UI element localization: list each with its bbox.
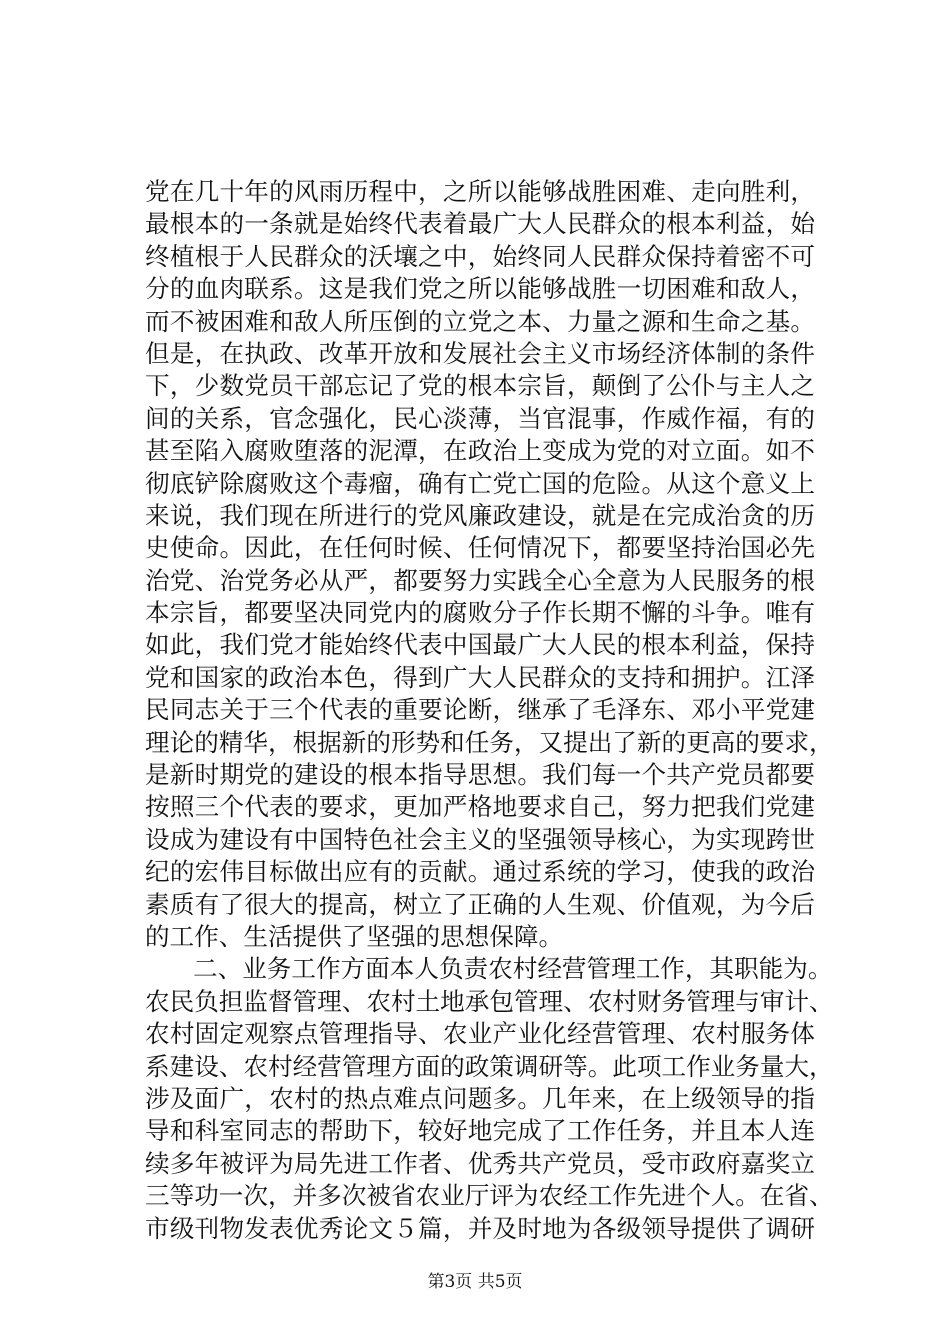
text-line: 最根本的一条就是始终代表着最广大人民群众的根本利益，始 — [145, 209, 815, 239]
text-line: 系建设、农村经营管理方面的政策调研等。此项工作业务量大， — [145, 1051, 834, 1081]
text-line: 治党、治党务必从严，都要努力实践全心全意为人民服务的根 — [145, 565, 815, 595]
text-line: 二、业务工作方面本人负责农村经营管理工作，其职能为。 — [193, 954, 833, 984]
text-line: 的工作、生活提供了坚强的思想保障。 — [145, 921, 564, 951]
text-line: 导和科室同志的帮助下，较好地完成了工作任务，并且本人连 — [145, 1116, 815, 1146]
text-line: 三等功一次，并多次被省农业厅评为农经工作先进个人。在省、 — [145, 1181, 834, 1211]
text-line: 而不被困难和敌人所压倒的立党之本、力量之源和生命之基。 — [145, 306, 815, 336]
document-body — [145, 176, 834, 1245]
text-line: 市级刊物发表优秀论文５篇，并及时地为各级领导提供了调研 — [145, 1213, 815, 1243]
text-line: 理论的精华，根据新的形势和任务，又提出了新的更高的要求， — [145, 727, 834, 757]
page-footer: 第3页 共5页 — [427, 1272, 523, 1292]
text-line: 史使命。因此，在任何时候、任何情况下，都要坚持治国必先 — [145, 533, 815, 563]
text-line: 涉及面广，农村的热点难点问题多。几年来，在上级领导的指 — [145, 1083, 815, 1113]
text-line: 但是，在执政、改革开放和发展社会主义市场经济体制的条件 — [145, 338, 815, 368]
text-line: 农村固定观察点管理指导、农业产业化经营管理、农村服务体 — [145, 1019, 815, 1049]
text-line: 民同志关于三个代表的重要论断，继承了毛泽东、邓小平党建 — [145, 695, 815, 725]
text-line: 分的血肉联系。这是我们党之所以能够战胜一切困难和敌人， — [145, 274, 815, 304]
paragraph — [145, 953, 834, 1245]
text-line: 按照三个代表的要求，更加严格地要求自己，努力把我们党建 — [145, 792, 815, 822]
paragraph — [145, 176, 834, 953]
text-line: 下，少数党员干部忘记了党的根本宗旨，颠倒了公仆与主人之 — [145, 371, 815, 401]
text-line: 如此，我们党才能始终代表中国最广大人民的根本利益，保持 — [145, 630, 815, 660]
text-line: 党在几十年的风雨历程中，之所以能够战胜困难、走向胜利， — [145, 177, 815, 206]
text-line: 续多年被评为局先进工作者、优秀共产党员，受市政府嘉奖立 — [145, 1148, 815, 1178]
text-line: 纪的宏伟目标做出应有的贡献。通过系统的学习，使我的政治 — [145, 857, 815, 887]
text-line: 本宗旨，都要坚决同党内的腐败分子作长期不懈的斗争。唯有 — [145, 598, 815, 628]
text-line: 党和国家的政治本色，得到广大人民群众的支持和拥护。江泽 — [145, 662, 815, 692]
text-line: 来说，我们现在所进行的党风廉政建设，就是在完成治贪的历 — [145, 500, 815, 530]
text-line: 素质有了很大的提高，树立了正确的人生观、价值观，为今后 — [145, 889, 815, 919]
text-line: 彻底铲除腐败这个毒瘤，确有亡党亡国的危险。从这个意义上 — [145, 468, 815, 498]
text-line: 是新时期党的建设的根本指导思想。我们每一个共产党员都要 — [145, 760, 815, 790]
text-line: 设成为建设有中国特色社会主义的坚强领导核心，为实现跨世 — [145, 824, 815, 854]
text-line: 甚至陷入腐败堕落的泥潭，在政治上变成为党的对立面。如不 — [145, 436, 815, 466]
text-line: 终植根于人民群众的沃壤之中，始终同人民群众保持着密不可 — [145, 241, 815, 271]
text-line: 农民负担监督管理、农村土地承包管理、农村财务管理与审计、 — [145, 986, 834, 1016]
text-line: 间的关系，官念强化，民心淡薄，当官混事，作威作福，有的 — [145, 403, 815, 433]
